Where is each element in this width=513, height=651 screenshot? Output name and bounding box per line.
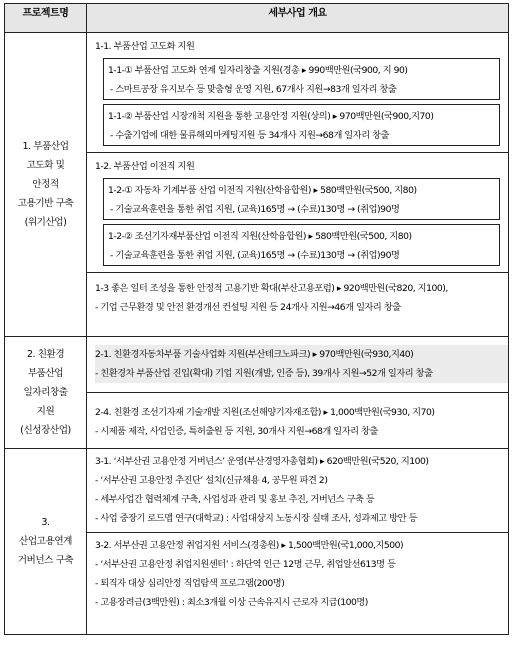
project-line: 고도화 및 (26, 160, 65, 171)
project-line: 1. 부품산업 (22, 141, 69, 152)
subproject-box (103, 224, 500, 266)
section-line: 2-1. 친환경자동차부품 기술사업화 지원(부산테크노파크) ▸ 970백만원(국930,지40) (95, 345, 508, 364)
project-line: 안정적 (32, 179, 59, 190)
section-line: 1-3 좋은 일터 조성을 통한 안정적 고용기반 확대(부산고용포럼) ▸ 920백만원(국820, 지100), (95, 283, 448, 294)
project-line: 산업고용연계 (19, 536, 72, 547)
section-line: - 고용장려금(3백만원) : 최소3개월 이상 근속유지시 근로자 지급(100명) (95, 597, 368, 608)
subproject-box (103, 104, 500, 146)
table-row (5, 33, 509, 337)
subproject-item: - 기술교육훈련을 통한 취업 지원, (교육)165명 → (수료)130명 → (취업)90명 (110, 250, 400, 261)
subproject-item: - 기술교육훈련을 통한 취업 지원, (교육)165명 → (수료)130명 → (취업)90명 (110, 204, 400, 215)
project-line: 2. 친환경 (26, 349, 65, 360)
table-header-row (5, 4, 509, 33)
detail-cell-2 (87, 337, 509, 449)
project-line: 3. (41, 517, 50, 528)
section-1-1 (87, 33, 508, 153)
subproject-head: 1-2-② 조선기자재부품산업 이전직 지원(산학융합원) ▸ 580백만원(국500, 지80) (108, 231, 412, 242)
section-line: - 퇴직자 대상 심리안정 직업탐색 프로그램(200명) (95, 578, 285, 589)
project-cell-2 (5, 337, 87, 449)
header-detail-overview: 세부사업 개요 (87, 4, 509, 33)
project-line: 지원 (36, 406, 55, 417)
detail-cell-1 (87, 33, 509, 337)
subproject-box (103, 178, 500, 220)
project-line: 고용기반 구축 (17, 198, 74, 209)
section-3-2 (87, 533, 508, 612)
section-2-4 (87, 393, 508, 441)
project-line: 일자리창출 (23, 387, 68, 398)
subproject-head: 1-2-① 자동차 기계부품 산업 이전직 지원(산학융합원) ▸ 580백만원(국500, 지80) (108, 185, 417, 196)
section-1-3 (87, 273, 508, 317)
subproject-head: 1-1-① 부품산업 고도화 연계 일자리창출 지원(경총 ▸ 990백만원(국900, 지 90) (108, 65, 408, 76)
subproject-item: - 수출기업에 대한 물류해외마케팅지원 등 34개사 지원→68개 일자리 창출 (110, 130, 389, 141)
project-line: (위기산업) (24, 217, 67, 228)
project-overview-table (4, 3, 509, 635)
section-line: - 시제품 제작, 사업인증, 특허출원 등 지원, 30개사 지원→68개 일자리 창출 (95, 426, 378, 437)
detail-cell-3 (87, 449, 509, 635)
section-2-1 (87, 337, 508, 393)
section-title: 1-2. 부품산업 이전직 지원 (95, 161, 195, 172)
section-line: 3-2. 서부산권 고용안정 취업지원 서비스(경총원) ▸ 1,500백만원(국1,000,지500) (95, 540, 404, 551)
section-line: - 기업 근무환경 및 안전 환경개선 컨설팅 지원 등 24개사 지원→46개 일자리 창출 (95, 302, 401, 313)
project-line: (신성장산업) (20, 425, 71, 436)
section-line: - ‘서부산권 고용안정 추진단’ 설치(신규채용 4, 공무원 파견 2) (95, 475, 328, 486)
section-line: - 친환경차 부품산업 진입(확대) 기업 지원(개발, 인증 등), 39개사 지원→52개 일자리 창출 (95, 364, 508, 383)
subproject-item: - 스마트공장 유지보수 등 맞춤형 운영 지원, 67개사 지원→83개 일자리 창출 (110, 84, 397, 95)
subproject-box (103, 58, 500, 100)
table-row (5, 449, 509, 635)
section-line: 2-4. 친환경 조선기자재 기술개발 지원(조선해양기자재조합) ▸ 1,000백만원(국930, 지70) (95, 407, 435, 418)
section-1-2 (87, 153, 508, 273)
project-cell-3 (5, 449, 87, 635)
section-line: 3-1. ‘서부산권 고용안정 거버넌스’ 운영(부산경영자총협회) ▸ 620백만원(국520, 지100) (95, 456, 429, 467)
section-line: - 세부사업간 협력체계 구축, 사업성과 관리 및 홍보 추진, 거버넌스 구축 등 (95, 494, 375, 505)
table-row (5, 337, 509, 449)
subproject-head: 1-1-② 부품산업 시장개척 지원을 통한 고용안정 지원(상의) ▸ 970백만원(국900,지70) (108, 111, 434, 122)
section-3-1 (87, 449, 508, 533)
section-line: - ‘서부산권 고용안정 취업지원센터’ : 하단역 인근 12명 근무, 취업알선613명 등 (95, 559, 396, 570)
document-page (4, 3, 508, 647)
header-project-name: 프로젝트명 (5, 4, 87, 33)
section-line: - 사업 중장기 로드맵 연구(대학교) : 사업대상지 노동시장 실태 조사, 성과제고 방안 등 (95, 513, 417, 524)
project-cell-1 (5, 33, 87, 337)
project-line: 부품산업 (27, 368, 64, 379)
project-line: 거버넌스 구축 (17, 555, 74, 566)
section-title: 1-1. 부품산업 고도화 지원 (95, 41, 195, 52)
